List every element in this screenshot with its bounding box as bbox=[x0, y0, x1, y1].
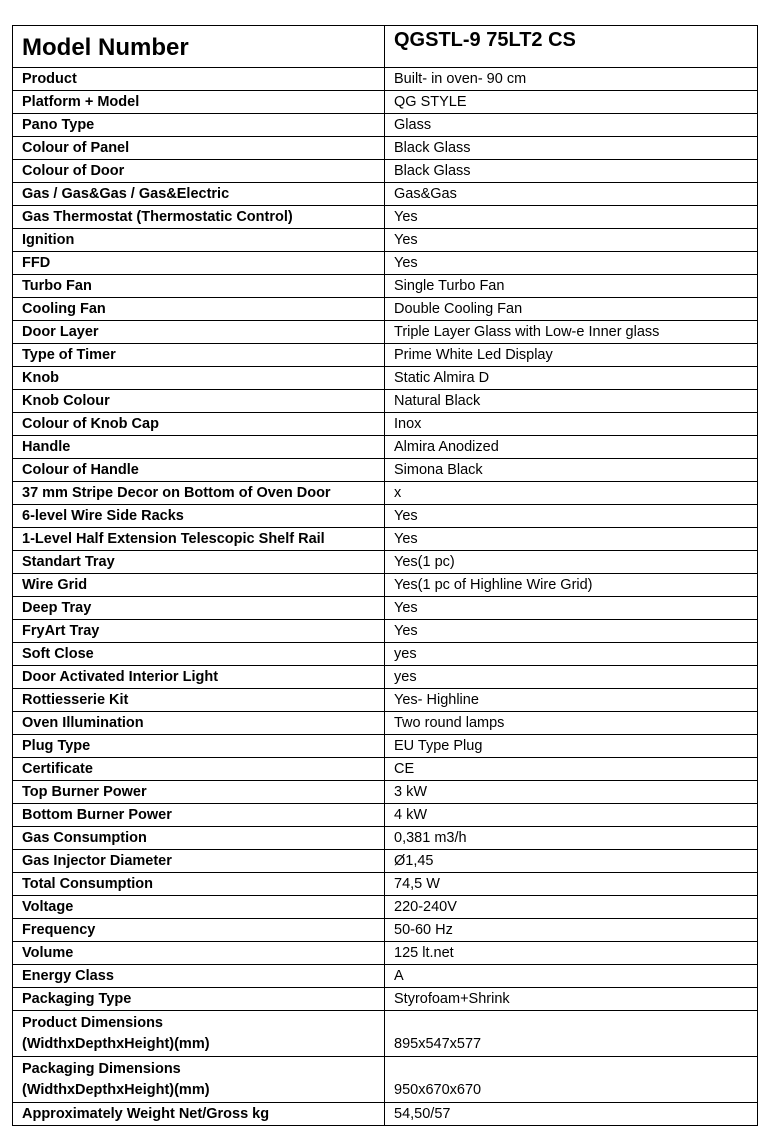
spec-row bbox=[13, 436, 758, 459]
spec-value: 3 kW bbox=[385, 781, 758, 804]
spec-value: Triple Layer Glass with Low-e Inner glass bbox=[385, 321, 758, 344]
spec-label bbox=[13, 827, 385, 850]
spec-label-text: Cooling Fan bbox=[22, 301, 106, 317]
spec-value: Built- in oven- 90 cm bbox=[385, 68, 758, 91]
spec-row bbox=[13, 160, 758, 183]
spec-row bbox=[13, 919, 758, 942]
spec-label-text: Gas Consumption bbox=[22, 830, 147, 846]
spec-label bbox=[13, 988, 385, 1011]
spec-label bbox=[13, 160, 385, 183]
spec-row bbox=[13, 666, 758, 689]
spec-label-text: Turbo Fan bbox=[22, 278, 92, 294]
spec-label bbox=[13, 643, 385, 666]
spec-label-text: Rottiesserie Kit bbox=[22, 692, 129, 708]
spec-row-dimensions bbox=[13, 1057, 758, 1103]
spec-row-weight bbox=[13, 1103, 758, 1126]
spec-label bbox=[13, 344, 385, 367]
spec-label bbox=[13, 390, 385, 413]
spec-label-text: FFD bbox=[22, 255, 51, 271]
spec-label bbox=[13, 436, 385, 459]
spec-label bbox=[13, 758, 385, 781]
spec-label bbox=[13, 896, 385, 919]
spec-row bbox=[13, 896, 758, 919]
spec-label-text: Pano Type bbox=[22, 117, 95, 133]
spec-value: yes bbox=[385, 643, 758, 666]
spec-row bbox=[13, 91, 758, 114]
spec-value: Black Glass bbox=[385, 137, 758, 160]
spec-label bbox=[13, 666, 385, 689]
spec-label-text: (WidthxDepthxHeight)(mm) bbox=[22, 1081, 210, 1098]
spec-label-text: Packaging Dimensions bbox=[22, 1060, 181, 1077]
spec-label-text: Bottom Burner Power bbox=[22, 807, 172, 823]
spec-label bbox=[13, 551, 385, 574]
spec-row bbox=[13, 298, 758, 321]
spec-label-text: Colour of Handle bbox=[22, 462, 139, 478]
spec-label-text: Handle bbox=[22, 439, 71, 455]
spec-value: Gas&Gas bbox=[385, 183, 758, 206]
spec-row bbox=[13, 390, 758, 413]
spec-value: 50-60 Hz bbox=[385, 919, 758, 942]
spec-value: 4 kW bbox=[385, 804, 758, 827]
spec-value: Yes bbox=[385, 620, 758, 643]
spec-label bbox=[13, 137, 385, 160]
spec-label-text: Soft Close bbox=[22, 646, 94, 662]
spec-value: 54,50/57 bbox=[385, 1103, 758, 1126]
spec-label-text: Energy Class bbox=[22, 968, 114, 984]
spec-label bbox=[13, 965, 385, 988]
spec-label-text: Packaging Type bbox=[22, 991, 132, 1007]
spec-value: Yes- Highline bbox=[385, 689, 758, 712]
spec-label bbox=[13, 459, 385, 482]
spec-label-text: Gas / Gas&Gas / Gas&Electric bbox=[22, 186, 230, 202]
spec-value: EU Type Plug bbox=[385, 735, 758, 758]
spec-label bbox=[13, 298, 385, 321]
spec-label bbox=[13, 206, 385, 229]
spec-value: Black Glass bbox=[385, 160, 758, 183]
spec-label bbox=[13, 919, 385, 942]
spec-value: CE bbox=[385, 758, 758, 781]
spec-label bbox=[13, 229, 385, 252]
spec-row bbox=[13, 804, 758, 827]
spec-value: 220-240V bbox=[385, 896, 758, 919]
spec-value: A bbox=[385, 965, 758, 988]
spec-row bbox=[13, 712, 758, 735]
spec-row bbox=[13, 413, 758, 436]
spec-label-text: Colour of Door bbox=[22, 163, 125, 179]
spec-label-text: Knob bbox=[22, 370, 60, 386]
spec-value: Glass bbox=[385, 114, 758, 137]
spec-value: Styrofoam+Shrink bbox=[385, 988, 758, 1011]
spec-row bbox=[13, 643, 758, 666]
spec-table bbox=[12, 25, 758, 1126]
spec-value: Static Almira D bbox=[385, 367, 758, 390]
spec-row bbox=[13, 988, 758, 1011]
spec-label bbox=[13, 252, 385, 275]
spec-label bbox=[13, 1057, 385, 1103]
spec-row bbox=[13, 459, 758, 482]
spec-label bbox=[13, 804, 385, 827]
spec-label-text: Platform + Model bbox=[22, 94, 140, 110]
spec-value: Yes bbox=[385, 252, 758, 275]
spec-label-text: (WidthxDepthxHeight)(mm) bbox=[22, 1035, 210, 1052]
spec-row bbox=[13, 965, 758, 988]
spec-row bbox=[13, 735, 758, 758]
model-number-value: QGSTL-9 75LT2 CS bbox=[385, 26, 758, 68]
spec-label bbox=[13, 114, 385, 137]
spec-label-text: Colour of Panel bbox=[22, 140, 130, 156]
spec-value: Simona Black bbox=[385, 459, 758, 482]
spec-label-text: Voltage bbox=[22, 899, 74, 915]
spec-value: Yes bbox=[385, 229, 758, 252]
spec-value: 895x547x577 bbox=[385, 1011, 758, 1057]
spec-label-text: Plug Type bbox=[22, 738, 91, 754]
spec-label-text: Type of Timer bbox=[22, 347, 116, 363]
spec-value: 74,5 W bbox=[385, 873, 758, 896]
spec-label bbox=[13, 505, 385, 528]
spec-label bbox=[13, 528, 385, 551]
spec-row bbox=[13, 758, 758, 781]
spec-label-text: Approximately Weight Net/Gross kg bbox=[22, 1106, 270, 1122]
spec-row bbox=[13, 850, 758, 873]
spec-label bbox=[13, 367, 385, 390]
spec-label bbox=[13, 781, 385, 804]
spec-label-text: Frequency bbox=[22, 922, 96, 938]
spec-label-text: 37 mm Stripe Decor on Bottom of Oven Door bbox=[22, 485, 331, 501]
spec-row bbox=[13, 367, 758, 390]
spec-row bbox=[13, 68, 758, 91]
spec-label bbox=[13, 597, 385, 620]
spec-label-text: Product bbox=[22, 71, 77, 87]
spec-label bbox=[13, 574, 385, 597]
spec-label-text: Volume bbox=[22, 945, 74, 961]
spec-value: Ø1,45 bbox=[385, 850, 758, 873]
spec-row bbox=[13, 505, 758, 528]
spec-row bbox=[13, 528, 758, 551]
spec-row-dimensions bbox=[13, 1011, 758, 1057]
spec-label-text: Certificate bbox=[22, 761, 93, 777]
spec-label-text: Deep Tray bbox=[22, 600, 92, 616]
spec-value: 950x670x670 bbox=[385, 1057, 758, 1103]
spec-row bbox=[13, 689, 758, 712]
spec-row bbox=[13, 252, 758, 275]
spec-value: Yes bbox=[385, 505, 758, 528]
spec-value: Natural Black bbox=[385, 390, 758, 413]
spec-label-text: Ignition bbox=[22, 232, 75, 248]
spec-value: yes bbox=[385, 666, 758, 689]
spec-value: 125 lt.net bbox=[385, 942, 758, 965]
spec-value: Prime White Led Display bbox=[385, 344, 758, 367]
spec-label bbox=[13, 850, 385, 873]
model-number-label: Model Number bbox=[13, 26, 385, 68]
spec-label-text: Standart Tray bbox=[22, 554, 115, 570]
spec-label-text: Colour of Knob Cap bbox=[22, 416, 159, 432]
spec-row bbox=[13, 942, 758, 965]
spec-value: Yes bbox=[385, 206, 758, 229]
spec-value: Yes bbox=[385, 597, 758, 620]
spec-value: Yes(1 pc of Highline Wire Grid) bbox=[385, 574, 758, 597]
spec-label bbox=[13, 1011, 385, 1057]
spec-row bbox=[13, 229, 758, 252]
spec-value: 0,381 m3/h bbox=[385, 827, 758, 850]
spec-label-text: Product Dimensions bbox=[22, 1014, 163, 1031]
spec-label bbox=[13, 413, 385, 436]
spec-value: Double Cooling Fan bbox=[385, 298, 758, 321]
spec-value: Two round lamps bbox=[385, 712, 758, 735]
spec-table-body bbox=[13, 26, 758, 1126]
spec-label bbox=[13, 68, 385, 91]
spec-label-text: Gas Injector Diameter bbox=[22, 853, 172, 869]
spec-label bbox=[13, 942, 385, 965]
spec-row bbox=[13, 114, 758, 137]
spec-row bbox=[13, 344, 758, 367]
spec-value: Yes bbox=[385, 528, 758, 551]
spec-row bbox=[13, 574, 758, 597]
spec-row bbox=[13, 321, 758, 344]
spec-value: Almira Anodized bbox=[385, 436, 758, 459]
spec-label bbox=[13, 275, 385, 298]
spec-label bbox=[13, 735, 385, 758]
spec-label-text: Total Consumption bbox=[22, 876, 154, 892]
spec-label-text: 6-level Wire Side Racks bbox=[22, 508, 184, 524]
spec-row bbox=[13, 551, 758, 574]
spec-value: Inox bbox=[385, 413, 758, 436]
spec-label-text: 1-Level Half Extension Telescopic Shelf Rail bbox=[22, 531, 325, 547]
spec-row bbox=[13, 781, 758, 804]
spec-label bbox=[13, 321, 385, 344]
spec-label bbox=[13, 1103, 385, 1126]
spec-value: Yes(1 pc) bbox=[385, 551, 758, 574]
spec-value: QG STYLE bbox=[385, 91, 758, 114]
spec-label bbox=[13, 873, 385, 896]
spec-value: Single Turbo Fan bbox=[385, 275, 758, 298]
spec-label bbox=[13, 712, 385, 735]
spec-label bbox=[13, 620, 385, 643]
spec-label-text: Oven Illumination bbox=[22, 715, 144, 731]
spec-label-text: Top Burner Power bbox=[22, 784, 147, 800]
spec-label-text: FryArt Tray bbox=[22, 623, 100, 639]
spec-label-text: Wire Grid bbox=[22, 577, 88, 593]
spec-row bbox=[13, 620, 758, 643]
spec-row bbox=[13, 873, 758, 896]
spec-label-text: Knob Colour bbox=[22, 393, 110, 409]
spec-row bbox=[13, 482, 758, 505]
spec-label bbox=[13, 183, 385, 206]
spec-label-text: Door Layer bbox=[22, 324, 99, 340]
model-number-row bbox=[13, 26, 758, 68]
spec-label-text: Door Activated Interior Light bbox=[22, 669, 219, 685]
spec-value: x bbox=[385, 482, 758, 505]
spec-row bbox=[13, 597, 758, 620]
spec-label-text: Gas Thermostat (Thermostatic Control) bbox=[22, 209, 293, 225]
spec-row bbox=[13, 183, 758, 206]
spec-row bbox=[13, 206, 758, 229]
spec-label bbox=[13, 689, 385, 712]
spec-label bbox=[13, 91, 385, 114]
spec-row bbox=[13, 827, 758, 850]
spec-row bbox=[13, 137, 758, 160]
spec-row bbox=[13, 275, 758, 298]
spec-label bbox=[13, 482, 385, 505]
